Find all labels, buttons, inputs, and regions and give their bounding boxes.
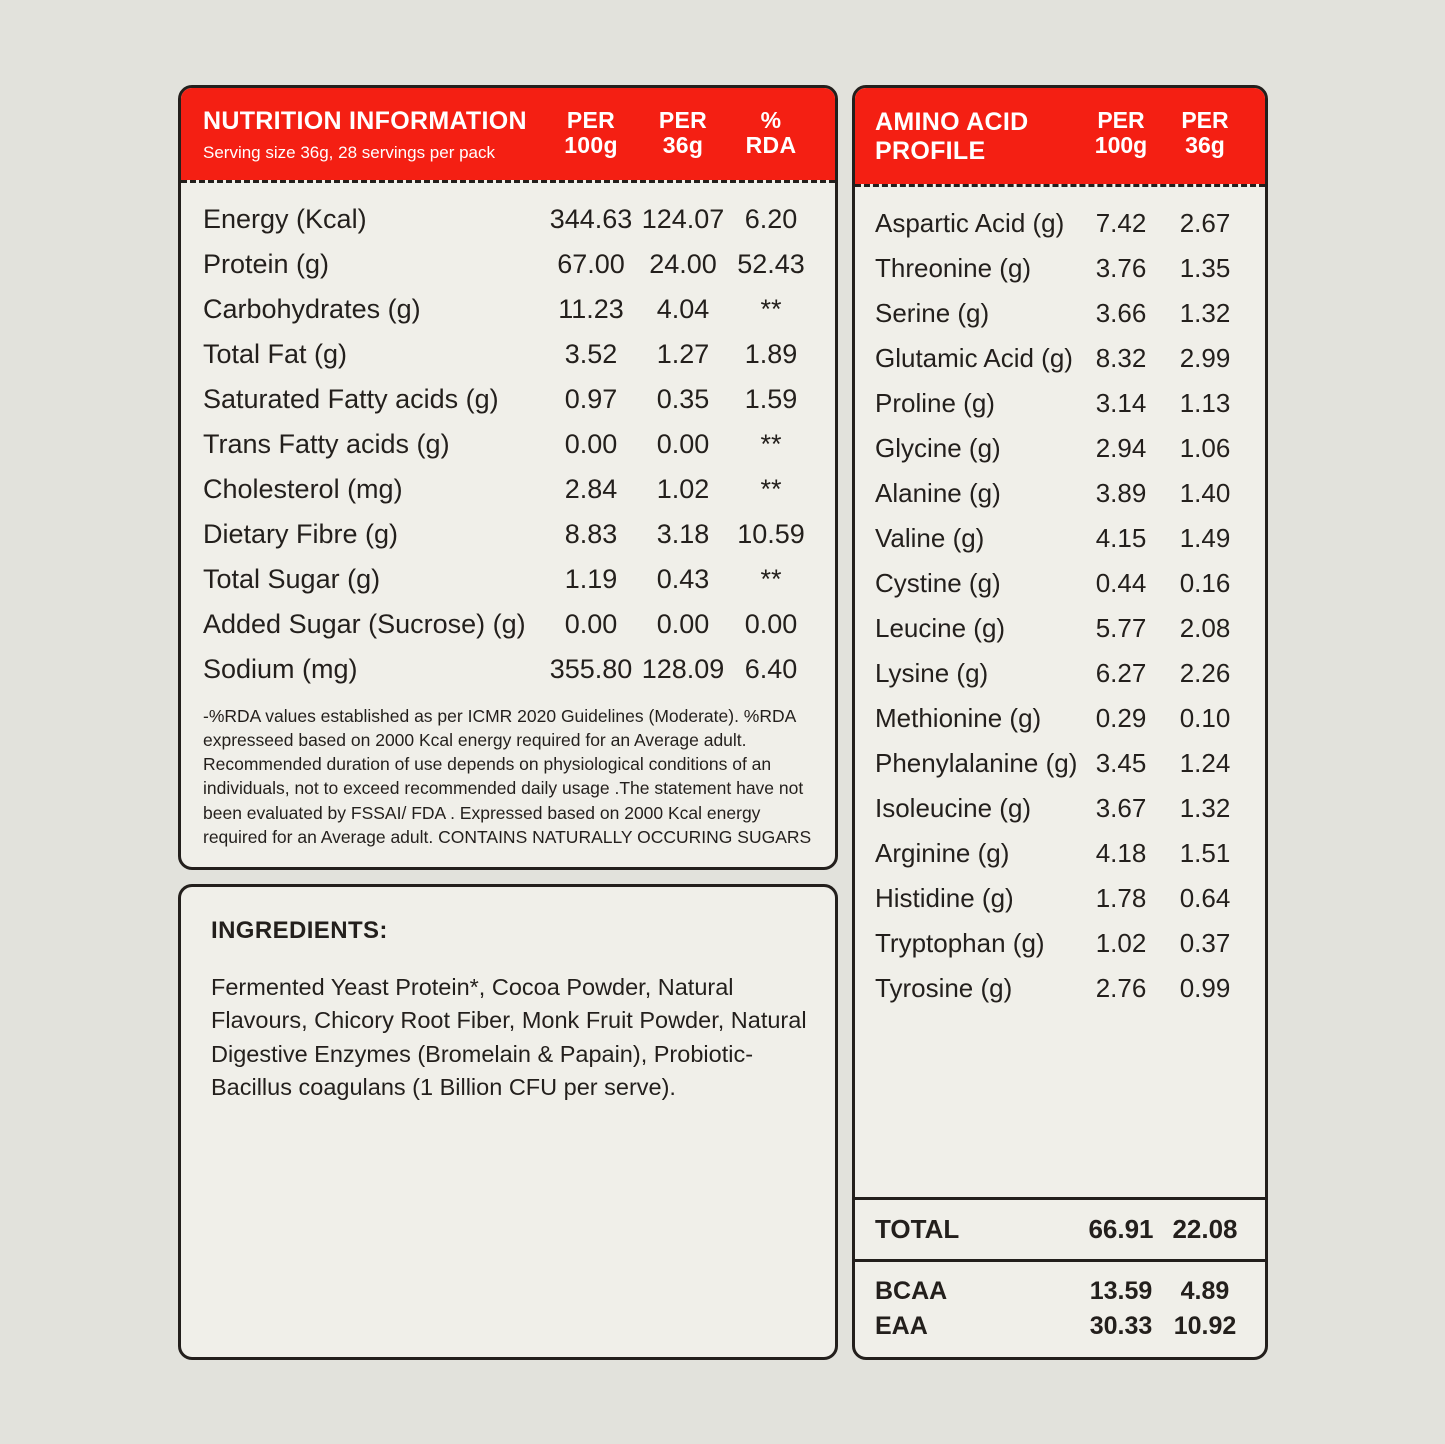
row-label: Phenylalanine (g) xyxy=(875,748,1078,778)
table-row xyxy=(875,696,1247,741)
rda-label-line2: RDA xyxy=(745,131,797,158)
row-label: Total Sugar (g) xyxy=(203,564,381,595)
amino-col-per100g xyxy=(1079,108,1163,158)
table-row xyxy=(875,291,1247,336)
row-label: Histidine (g) xyxy=(875,883,1014,913)
table-row xyxy=(875,561,1247,606)
total-per36g: 22.08 xyxy=(1172,1214,1238,1244)
table-row xyxy=(203,467,813,512)
table-row xyxy=(875,651,1247,696)
row-label: Total Fat (g) xyxy=(203,339,348,370)
row-per36g: 1.13 xyxy=(1179,388,1231,418)
row-per100g: 67.00 xyxy=(557,249,625,280)
row-per36g: 2.26 xyxy=(1179,658,1231,688)
table-row xyxy=(875,741,1247,786)
row-per36g: 0.16 xyxy=(1179,568,1231,598)
per36g-label-line1: PER xyxy=(658,107,708,133)
row-label: Aspartic Acid (g) xyxy=(875,208,1065,238)
rda-label-line1: % xyxy=(760,107,782,133)
row-per100g: 1.19 xyxy=(564,564,618,595)
row-per100g: 0.97 xyxy=(564,384,618,415)
row-rda: 1.59 xyxy=(744,384,798,415)
bcaa-per100g: 13.59 xyxy=(1089,1277,1153,1305)
row-per100g: 5.77 xyxy=(1095,613,1147,643)
row-label: Lysine (g) xyxy=(875,658,989,688)
row-label: Glutamic Acid (g) xyxy=(875,343,1073,373)
amino-acid-profile-panel xyxy=(852,85,1268,1360)
row-per100g: 2.84 xyxy=(564,474,618,505)
row-label: Added Sugar (Sucrose) (g) xyxy=(203,609,526,640)
row-label: Serine (g) xyxy=(875,298,990,328)
row-label: Valine (g) xyxy=(875,523,985,553)
row-per100g: 2.76 xyxy=(1095,973,1147,1003)
eaa-per100g: 30.33 xyxy=(1089,1311,1153,1340)
row-label: Protein (g) xyxy=(203,249,330,280)
row-per36g: 1.49 xyxy=(1179,523,1231,553)
table-row xyxy=(203,332,813,377)
row-rda: 6.20 xyxy=(744,204,798,235)
row-per100g: 8.83 xyxy=(564,519,618,550)
row-label: Arginine (g) xyxy=(875,838,1010,868)
table-row xyxy=(875,336,1247,381)
row-per36g: 2.99 xyxy=(1179,343,1231,373)
row-rda: ** xyxy=(760,474,782,505)
row-per36g: 0.64 xyxy=(1179,883,1231,913)
table-row xyxy=(875,606,1247,651)
rda-footnote: -%RDA values established as per ICMR 2020 Guidelines (Moderate). %RDA expresseed based on 2000 Kcal energy required for an Average adult. Recommended duration of use depends on physiological conditions of an individuals, not to exceed recommended daily usage .The statement have not been evaluated by FSSAI/ FDA . Expressed based on 2000 Kcal energy required for an Average adult. CONTAINS NATURALLY OCCURING SUGARS xyxy=(203,706,812,847)
table-row xyxy=(875,966,1247,1011)
row-per100g: 7.42 xyxy=(1095,208,1147,238)
row-per100g: 4.15 xyxy=(1095,523,1147,553)
row-label: Dietary Fibre (g) xyxy=(203,519,399,550)
row-per100g: 3.67 xyxy=(1095,793,1147,823)
row-rda: 52.43 xyxy=(737,249,805,280)
right-column xyxy=(852,85,1268,1360)
table-row xyxy=(875,876,1247,921)
row-per100g: 3.66 xyxy=(1095,298,1147,328)
table-row xyxy=(875,471,1247,516)
total-label: TOTAL xyxy=(875,1214,960,1244)
left-column xyxy=(178,85,838,1360)
row-label: Sodium (mg) xyxy=(203,654,358,685)
row-per100g: 8.32 xyxy=(1095,343,1147,373)
amino-per36g-line2: 36g xyxy=(1185,131,1225,158)
row-per36g: 1.40 xyxy=(1179,478,1231,508)
row-per36g: 1.02 xyxy=(656,474,710,505)
row-per36g: 1.27 xyxy=(656,339,710,370)
row-per36g: 1.35 xyxy=(1179,253,1231,283)
eaa-row xyxy=(875,1309,1247,1344)
amino-title-line1: AMINO ACID xyxy=(875,108,1029,136)
row-per100g: 3.14 xyxy=(1095,388,1147,418)
row-per100g: 1.02 xyxy=(1095,928,1147,958)
eaa-label: EAA xyxy=(875,1311,928,1340)
table-row xyxy=(875,201,1247,246)
total-per100g: 66.91 xyxy=(1088,1214,1154,1244)
amino-col-per36g xyxy=(1163,108,1247,158)
ingredients-panel xyxy=(178,884,838,1360)
row-rda: ** xyxy=(760,294,782,325)
nutrition-rows xyxy=(181,183,835,698)
row-per100g: 0.44 xyxy=(1095,568,1147,598)
per100g-label-line1: PER xyxy=(566,107,616,133)
row-per36g: 1.06 xyxy=(1179,433,1231,463)
nutrition-header xyxy=(181,88,835,180)
row-label: Tryptophan (g) xyxy=(875,928,1045,958)
nutrition-information-panel xyxy=(178,85,838,870)
row-per36g: 1.32 xyxy=(1179,298,1231,328)
row-label: Saturated Fatty acids (g) xyxy=(203,384,499,415)
bcaa-row xyxy=(875,1274,1247,1309)
row-per36g: 4.04 xyxy=(656,294,710,325)
row-label: Tyrosine (g) xyxy=(875,973,1013,1003)
row-label: Glycine (g) xyxy=(875,433,1001,463)
row-per100g: 4.18 xyxy=(1095,838,1147,868)
row-label: Isoleucine (g) xyxy=(875,793,1032,823)
row-per36g: 1.24 xyxy=(1179,748,1231,778)
amino-per36g-line1: PER xyxy=(1181,107,1229,133)
table-row xyxy=(203,242,813,287)
table-row xyxy=(203,422,813,467)
bcaa-label: BCAA xyxy=(875,1277,948,1305)
table-row xyxy=(875,516,1247,561)
row-label: Trans Fatty acids (g) xyxy=(203,429,450,460)
row-per36g: 0.10 xyxy=(1179,703,1231,733)
row-per36g: 0.00 xyxy=(656,429,710,460)
row-per100g: 3.52 xyxy=(564,339,618,370)
bcaa-eaa-block xyxy=(855,1262,1265,1357)
row-per36g: 0.37 xyxy=(1179,928,1231,958)
table-row xyxy=(203,557,813,602)
row-per36g: 0.35 xyxy=(656,384,710,415)
row-per36g: 0.99 xyxy=(1179,973,1231,1003)
row-per100g: 0.29 xyxy=(1095,703,1147,733)
row-label: Energy (Kcal) xyxy=(203,204,367,235)
row-rda: 6.40 xyxy=(744,654,798,685)
row-per100g: 3.45 xyxy=(1095,748,1147,778)
row-per36g: 24.00 xyxy=(649,249,717,280)
amino-total-row xyxy=(855,1200,1265,1259)
row-rda: 10.59 xyxy=(737,519,805,550)
row-rda: 0.00 xyxy=(744,609,798,640)
ingredients-title: INGREDIENTS: xyxy=(211,916,388,944)
row-per100g: 355.80 xyxy=(549,654,633,685)
amino-rows xyxy=(855,187,1265,1198)
amino-header xyxy=(855,88,1265,184)
row-label: Cholesterol (mg) xyxy=(203,474,403,505)
row-per36g: 1.32 xyxy=(1179,793,1231,823)
amino-title xyxy=(875,108,1079,166)
row-per36g: 128.09 xyxy=(641,654,725,685)
table-row xyxy=(203,197,813,242)
row-label: Threonine (g) xyxy=(875,253,1032,283)
table-row xyxy=(203,287,813,332)
row-rda: 1.89 xyxy=(744,339,798,370)
row-label: Alanine (g) xyxy=(875,478,1001,508)
row-per36g: 3.18 xyxy=(656,519,710,550)
eaa-per36g: 10.92 xyxy=(1173,1311,1237,1340)
table-row xyxy=(203,602,813,647)
table-row xyxy=(875,381,1247,426)
ingredients-text: Fermented Yeast Protein*, Cocoa Powder, Natural Flavours, Chicory Root Fiber, Monk Fruit Powder, Natural Digestive Enzymes (Bromelain & Papain), Probiotic- Bacillus coagulans (1 Billion CFU per serve). xyxy=(211,973,807,1100)
table-row xyxy=(875,246,1247,291)
table-row xyxy=(875,831,1247,876)
nutrition-col-rda xyxy=(729,108,813,158)
table-row xyxy=(203,512,813,557)
row-per100g: 0.00 xyxy=(564,609,618,640)
row-rda: ** xyxy=(760,429,782,460)
nutrition-header-title-group xyxy=(203,108,545,162)
table-row xyxy=(875,921,1247,966)
row-per36g: 0.00 xyxy=(656,609,710,640)
row-per36g: 124.07 xyxy=(641,204,725,235)
nutrition-label xyxy=(178,85,1268,1360)
row-label: Cystine (g) xyxy=(875,568,1001,598)
row-per100g: 2.94 xyxy=(1095,433,1147,463)
nutrition-col-per36g xyxy=(637,108,729,158)
per100g-label-line2: 100g xyxy=(564,131,618,158)
row-label: Proline (g) xyxy=(875,388,995,418)
row-per36g: 2.67 xyxy=(1179,208,1231,238)
nutrition-col-per100g xyxy=(545,108,637,158)
table-row xyxy=(203,377,813,422)
bcaa-per36g: 4.89 xyxy=(1180,1277,1230,1305)
row-per100g: 6.27 xyxy=(1095,658,1147,688)
amino-per100g-line1: PER xyxy=(1097,107,1145,133)
serving-size-text: Serving size 36g, 28 servings per pack xyxy=(203,142,495,162)
table-row xyxy=(203,647,813,692)
row-label: Leucine (g) xyxy=(875,613,1006,643)
row-per100g: 3.76 xyxy=(1095,253,1147,283)
row-per100g: 1.78 xyxy=(1095,883,1147,913)
row-rda: ** xyxy=(760,564,782,595)
row-per36g: 1.51 xyxy=(1179,838,1231,868)
row-label: Carbohydrates (g) xyxy=(203,294,421,325)
row-per36g: 2.08 xyxy=(1179,613,1231,643)
amino-title-line2: PROFILE xyxy=(875,136,986,165)
row-per100g: 11.23 xyxy=(558,294,624,325)
nutrition-title: NUTRITION INFORMATION xyxy=(203,107,527,135)
row-per100g: 3.89 xyxy=(1095,478,1147,508)
per36g-label-line2: 36g xyxy=(662,131,704,158)
row-per36g: 0.43 xyxy=(656,564,710,595)
row-label: Methionine (g) xyxy=(875,703,1042,733)
row-per100g: 0.00 xyxy=(564,429,618,460)
table-row xyxy=(875,786,1247,831)
amino-per100g-line2: 100g xyxy=(1094,131,1148,158)
row-per100g: 344.63 xyxy=(549,204,633,235)
table-row xyxy=(875,426,1247,471)
